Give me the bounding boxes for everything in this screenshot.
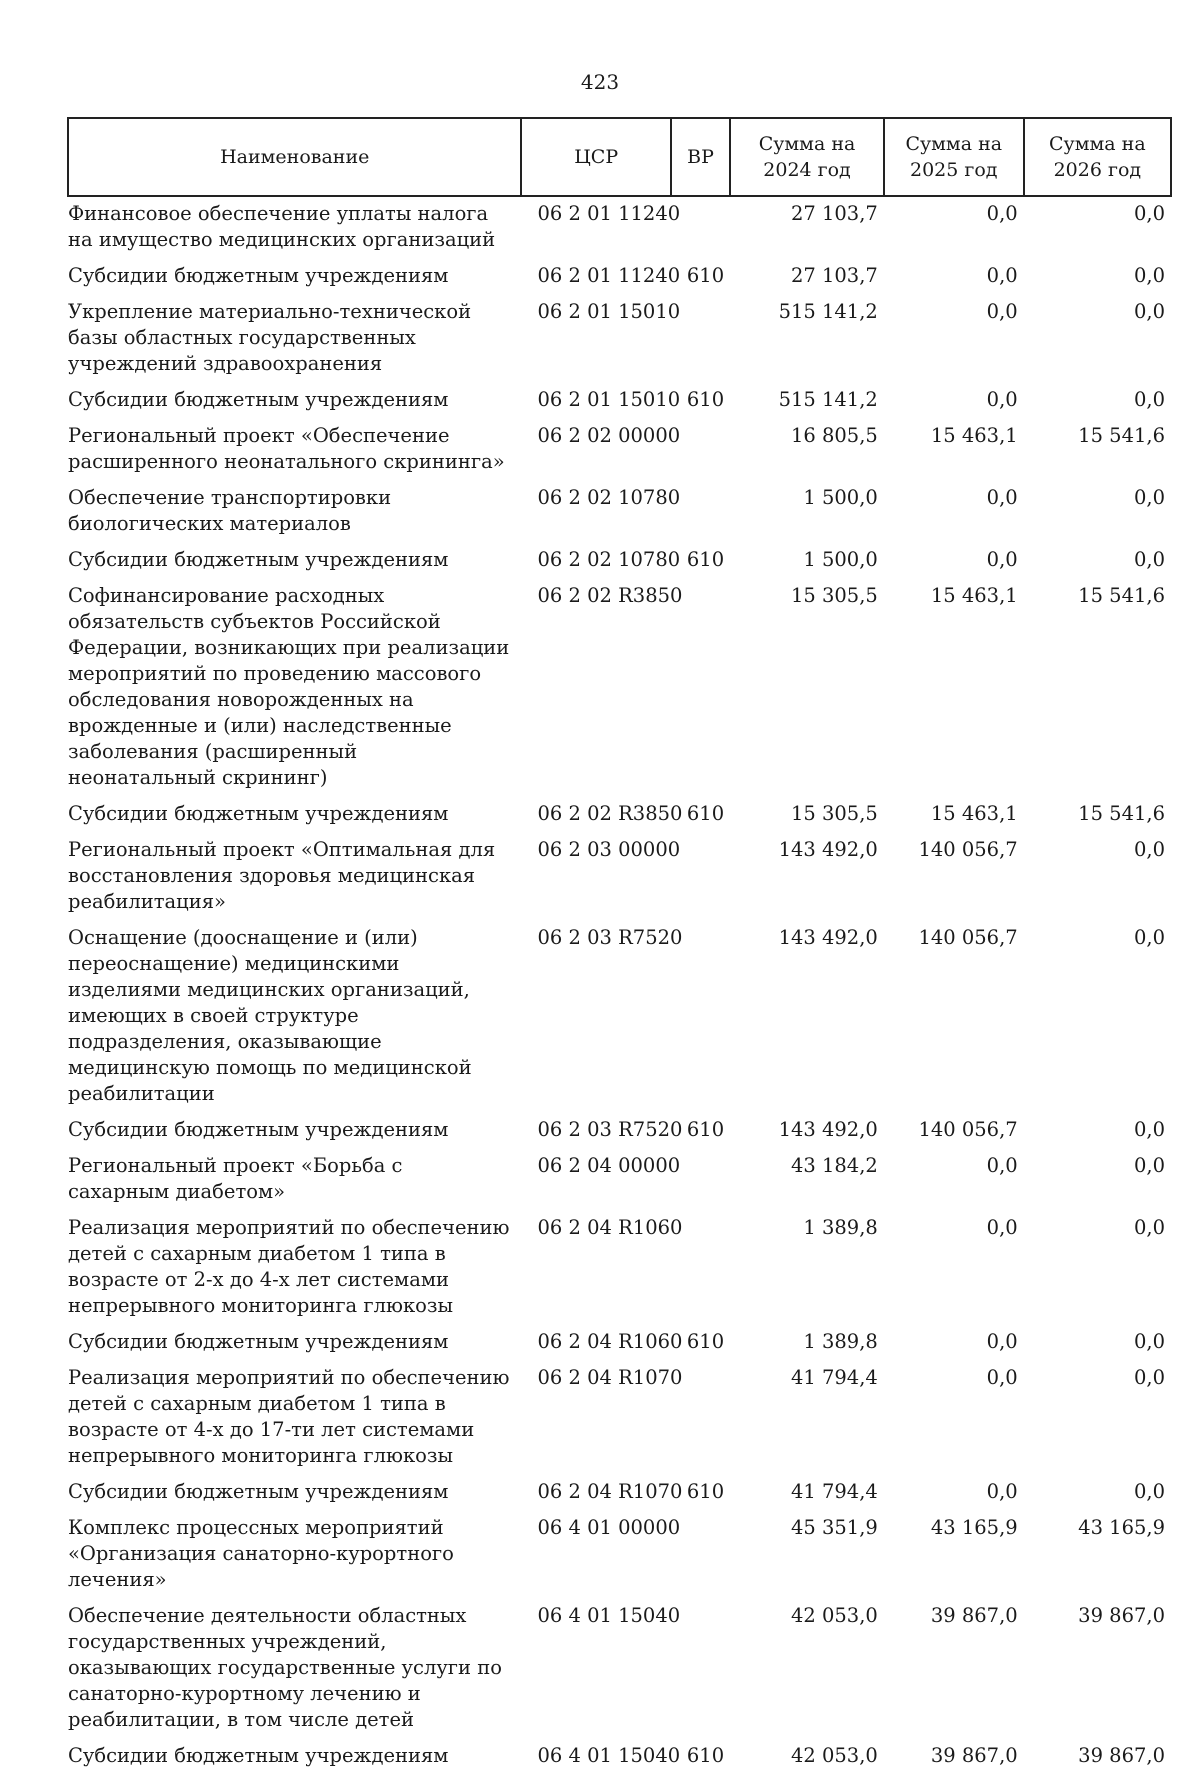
cell-name: Субсидии бюджетным учреждениям: [68, 388, 449, 411]
table-row: [68, 295, 1171, 383]
cell-sum-2025: 15 463,1: [930, 802, 1018, 825]
cell-csr: 06 2 02 10780: [537, 486, 681, 509]
cell-vr: 610: [686, 1330, 725, 1353]
cell-name: Региональный проект «Оптимальная для восстановления здоровья медицинская реабилитация»: [68, 838, 496, 913]
cell-sum-2025: 43 165,9: [930, 1516, 1018, 1539]
cell-name: Комплекс процессных мероприятий «Организация санаторно-курортного лечения»: [68, 1516, 454, 1591]
table-row: [68, 797, 1171, 833]
cell-name: Субсидии бюджетным учреждениям: [68, 802, 449, 825]
table-row: [68, 1475, 1171, 1511]
header-name: Наименование: [68, 118, 521, 196]
cell-name: Субсидии бюджетным учреждениям: [68, 1118, 449, 1141]
cell-sum-2024: 27 103,7: [790, 264, 878, 287]
table-row: [68, 481, 1171, 543]
cell-name: Софинансирование расходных обязательств субъектов Российской Федерации, возникающих при реализации мероприятий по проведению массового обследования новорожденных на врожденные и (или) наследственные заболевания (расширенный неонатальный скрининг): [68, 584, 510, 789]
cell-sum-2025: 0,0: [986, 202, 1018, 225]
cell-sum-2026: 43 165,9: [1078, 1516, 1165, 1539]
cell-sum-2025: 0,0: [986, 1216, 1018, 1239]
cell-name: Региональный проект «Борьба с сахарным диабетом»: [68, 1154, 403, 1203]
table-row: [68, 383, 1171, 419]
cell-sum-2026: 15 541,6: [1078, 802, 1165, 825]
header-sum-2026: Сумма на 2026 год: [1024, 118, 1171, 196]
cell-name: Оснащение (дооснащение и (или) переоснащение) медицинскими изделиями медицинских организаций, имеющих в своей структуре подразделения, оказывающие медицинскую помощь по медицинской реабилитации: [68, 926, 472, 1105]
cell-sum-2026: 39 867,0: [1078, 1744, 1165, 1767]
cell-vr: [671, 579, 730, 797]
header-csr: ЦСР: [521, 118, 670, 196]
table-row: [68, 833, 1171, 921]
cell-csr: 06 2 03 R7520: [537, 1118, 683, 1141]
table-row: [68, 196, 1171, 259]
page-number: 423: [580, 70, 620, 94]
cell-sum-2026: 15 541,6: [1078, 424, 1165, 447]
cell-sum-2025: 0,0: [986, 300, 1018, 323]
cell-sum-2024: 1 389,8: [803, 1216, 878, 1239]
cell-vr: 610: [686, 802, 725, 825]
cell-csr: 06 2 03 00000: [537, 838, 681, 861]
cell-sum-2024: 15 305,5: [790, 802, 878, 825]
cell-sum-2026: 0,0: [1133, 926, 1165, 949]
cell-sum-2024: 515 141,2: [778, 300, 878, 323]
table-row: [68, 579, 1171, 797]
table-row: [68, 419, 1171, 481]
cell-sum-2026: 0,0: [1133, 1118, 1165, 1141]
cell-csr: 06 2 01 15010: [537, 300, 681, 323]
cell-sum-2026: 0,0: [1133, 388, 1165, 411]
cell-sum-2025: 15 463,1: [930, 584, 1018, 607]
cell-sum-2024: 143 492,0: [778, 1118, 878, 1141]
cell-sum-2025: 140 056,7: [918, 926, 1018, 949]
cell-sum-2026: 0,0: [1133, 1330, 1165, 1353]
table-header-row: [68, 118, 1171, 196]
cell-csr: 06 2 01 15010: [537, 388, 681, 411]
cell-sum-2024: 15 305,5: [790, 584, 878, 607]
table-row: [68, 1325, 1171, 1361]
cell-name: Субсидии бюджетным учреждениям: [68, 548, 449, 571]
cell-name: Обеспечение транспортировки биологических материалов: [68, 486, 392, 535]
cell-sum-2024: 27 103,7: [790, 202, 878, 225]
cell-sum-2026: 0,0: [1133, 1216, 1165, 1239]
cell-sum-2026: 0,0: [1133, 486, 1165, 509]
cell-sum-2026: 0,0: [1133, 1366, 1165, 1389]
cell-sum-2024: 43 184,2: [790, 1154, 878, 1177]
cell-sum-2024: 42 053,0: [790, 1604, 878, 1627]
cell-sum-2025: 0,0: [986, 1154, 1018, 1177]
cell-sum-2024: 1 389,8: [803, 1330, 878, 1353]
table-row: [68, 1511, 1171, 1599]
cell-csr: 06 2 02 R3850: [537, 802, 683, 825]
cell-sum-2024: 143 492,0: [778, 838, 878, 861]
cell-name: Обеспечение деятельности областных государственных учреждений, оказывающих государственные услуги по санаторно-курортному лечению и реабилитации, в том числе детей: [68, 1604, 502, 1731]
cell-sum-2024: 45 351,9: [790, 1516, 878, 1539]
table-row: [68, 1361, 1171, 1475]
cell-sum-2026: 0,0: [1133, 264, 1165, 287]
cell-csr: 06 2 04 R1060: [537, 1330, 683, 1353]
table-row: [68, 543, 1171, 579]
table-row: [68, 1149, 1171, 1211]
cell-sum-2026: 0,0: [1133, 202, 1165, 225]
cell-sum-2025: 15 463,1: [930, 424, 1018, 447]
cell-sum-2025: 140 056,7: [918, 838, 1018, 861]
cell-vr: 610: [686, 388, 725, 411]
cell-sum-2025: 39 867,0: [930, 1744, 1018, 1767]
cell-sum-2024: 1 500,0: [803, 486, 878, 509]
cell-sum-2024: 41 794,4: [790, 1480, 878, 1503]
table-row: [68, 259, 1171, 295]
cell-sum-2024: 42 053,0: [790, 1744, 878, 1767]
cell-name: Субсидии бюджетным учреждениям: [68, 1330, 449, 1353]
table-row: [68, 921, 1171, 1113]
cell-sum-2024: 515 141,2: [778, 388, 878, 411]
cell-sum-2025: 0,0: [986, 1480, 1018, 1503]
cell-sum-2024: 1 500,0: [803, 548, 878, 571]
cell-csr: 06 4 01 00000: [537, 1516, 681, 1539]
cell-vr: 610: [686, 548, 725, 571]
cell-csr: 06 2 03 R7520: [537, 926, 683, 949]
cell-name: Укрепление материально-технической базы областных государственных учреждений здравоохранения: [68, 300, 472, 375]
cell-sum-2024: 16 805,5: [790, 424, 878, 447]
cell-csr: 06 4 01 15040: [537, 1744, 681, 1767]
header-sum-2025: Сумма на 2025 год: [884, 118, 1024, 196]
cell-sum-2024: 143 492,0: [778, 926, 878, 949]
cell-sum-2025: 140 056,7: [918, 1118, 1018, 1141]
cell-name: Региональный проект «Обеспечение расширенного неонатального скрининга»: [68, 424, 505, 473]
cell-sum-2025: 0,0: [986, 1366, 1018, 1389]
cell-csr: 06 2 01 11240: [537, 202, 681, 225]
cell-sum-2025: 0,0: [986, 388, 1018, 411]
cell-sum-2026: 39 867,0: [1078, 1604, 1165, 1627]
table-row: [68, 1211, 1171, 1325]
cell-vr: 610: [686, 1744, 725, 1767]
cell-name: Субсидии бюджетным учреждениям: [68, 1480, 449, 1503]
cell-name: Субсидии бюджетным учреждениям: [68, 264, 449, 287]
cell-sum-2026: 0,0: [1133, 1480, 1165, 1503]
cell-name: Реализация мероприятий по обеспечению детей с сахарным диабетом 1 типа в возрасте от 2-х до 4-х лет системами непрерывного мониторинга глюкозы: [68, 1216, 510, 1317]
cell-csr: 06 2 04 00000: [537, 1154, 681, 1177]
cell-csr: 06 2 01 11240: [537, 264, 681, 287]
cell-name: Субсидии бюджетным учреждениям: [68, 1744, 449, 1767]
header-sum-2024: Сумма на 2024 год: [730, 118, 884, 196]
cell-vr: 610: [686, 1480, 725, 1503]
table-row: [68, 1599, 1171, 1739]
cell-sum-2026: 0,0: [1133, 548, 1165, 571]
cell-csr: 06 4 01 15040: [537, 1604, 681, 1627]
cell-sum-2025: 39 867,0: [930, 1604, 1018, 1627]
cell-sum-2025: 0,0: [986, 548, 1018, 571]
cell-csr: 06 2 02 10780: [537, 548, 681, 571]
cell-sum-2026: 0,0: [1133, 1154, 1165, 1177]
table-body: [68, 196, 1171, 1775]
cell-vr: 610: [686, 264, 725, 287]
cell-csr: 06 2 04 R1060: [537, 1216, 683, 1239]
cell-csr: 06 2 02 R3850: [537, 584, 683, 607]
table-row: [68, 1113, 1171, 1149]
budget-table: [67, 117, 1172, 1775]
cell-sum-2024: 41 794,4: [790, 1366, 878, 1389]
table-row: [68, 1739, 1171, 1775]
cell-sum-2026: 15 541,6: [1078, 584, 1165, 607]
cell-name: Реализация мероприятий по обеспечению детей с сахарным диабетом 1 типа в возрасте от 4-х до 17-ти лет системами непрерывного мониторинга глюкозы: [68, 1366, 510, 1467]
cell-sum-2025: 0,0: [986, 486, 1018, 509]
cell-sum-2025: 0,0: [986, 1330, 1018, 1353]
cell-sum-2025: 0,0: [986, 264, 1018, 287]
cell-csr: 06 2 02 00000: [537, 424, 681, 447]
cell-sum-2026: 0,0: [1133, 300, 1165, 323]
cell-vr: 610: [686, 1118, 725, 1141]
cell-csr: 06 2 04 R1070: [537, 1480, 683, 1503]
cell-name: Финансовое обеспечение уплаты налога на имущество медицинских организаций: [68, 202, 496, 251]
cell-sum-2026: 0,0: [1133, 838, 1165, 861]
header-vr: ВР: [671, 118, 730, 196]
cell-csr: 06 2 04 R1070: [537, 1366, 683, 1389]
